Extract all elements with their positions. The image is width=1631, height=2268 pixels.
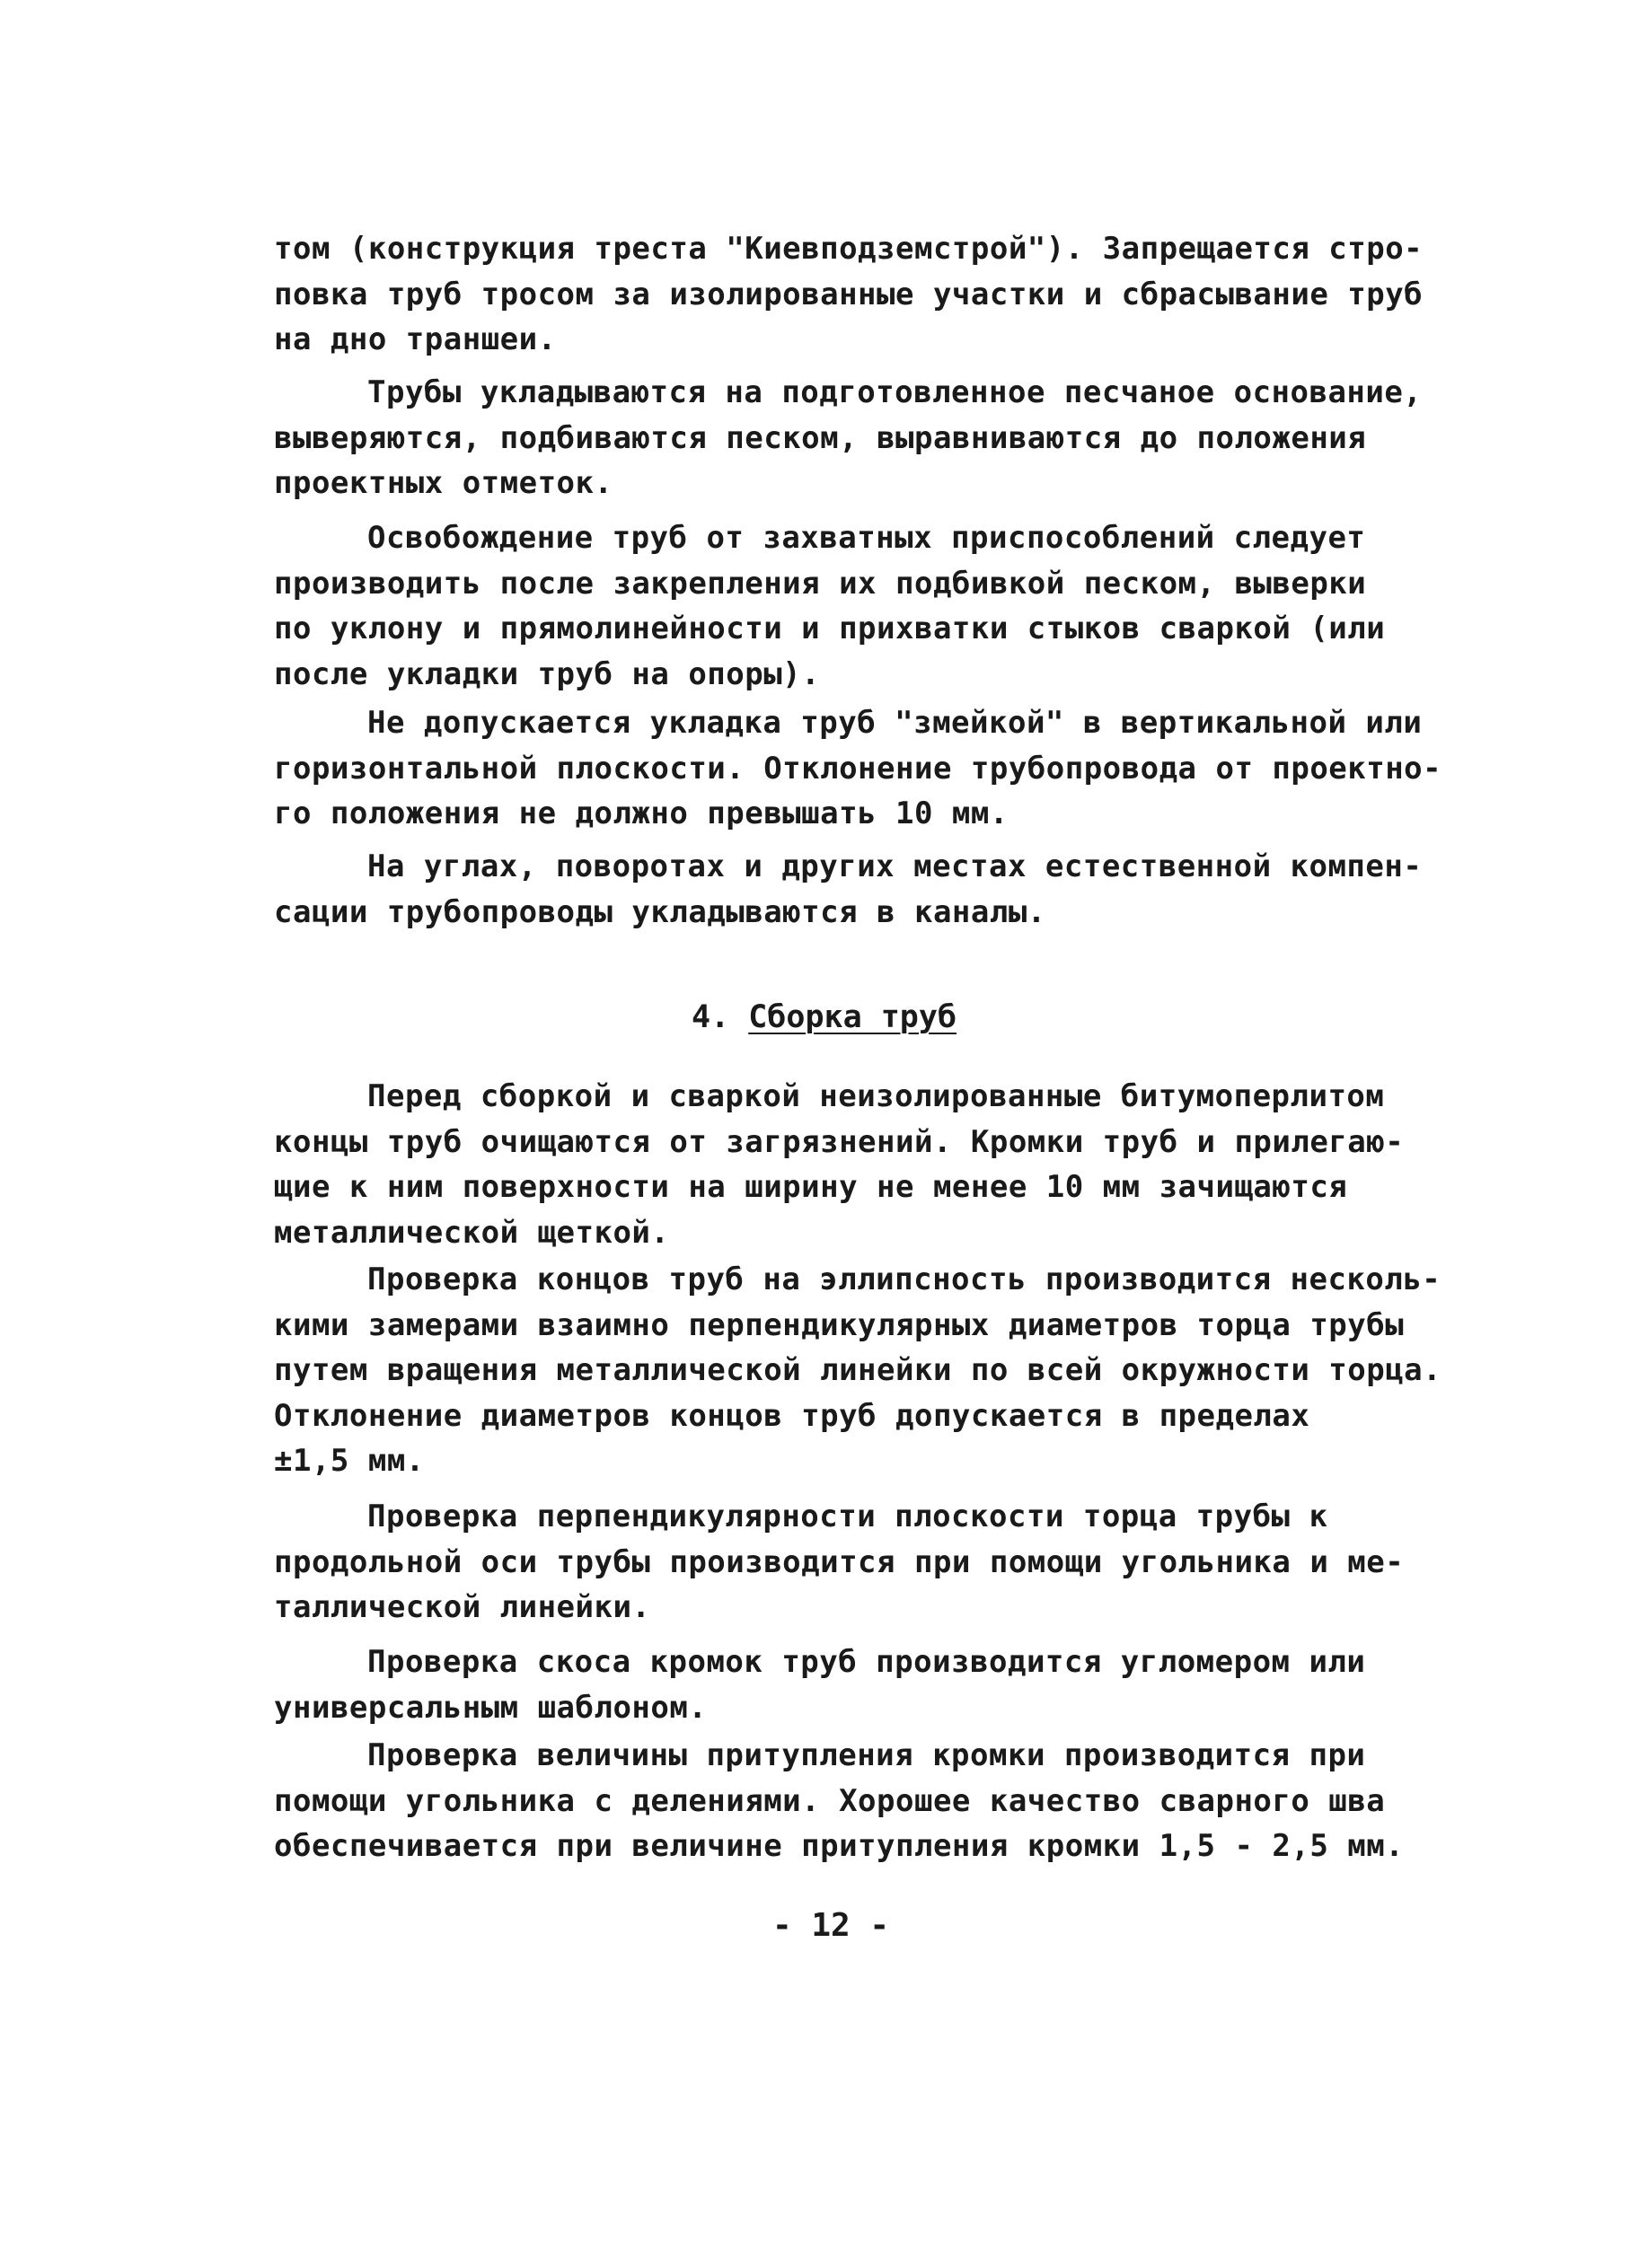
paragraph-9: [274, 1639, 1441, 1730]
paragraph-line: производить после закрепления их подбивкой песком, выверки: [274, 565, 1367, 602]
paragraph-line: помощи угольника с делениями. Хорошее качество сварного шва: [274, 1782, 1386, 1819]
paragraph-line: концы труб очищаются от загрязнений. Кромки труб и прилегаю-: [274, 1123, 1405, 1160]
paragraph-line: На углах, поворотах и других местах естественной компен-: [367, 848, 1423, 884]
paragraph-line: по уклону и прямолинейности и прихватки стыков сваркой (или: [274, 611, 1386, 646]
paragraph-line: том (конструкция треста "Киевподземстрой"). Запрещается стро-: [274, 231, 1424, 267]
paragraph-line: Проверка скоса кромок труб производится угломером или: [367, 1644, 1366, 1680]
paragraph-line: Освобождение труб от захватных приспособлений следует: [367, 520, 1366, 556]
paragraph-5: [274, 844, 1441, 935]
paragraph-4: [274, 700, 1441, 837]
paragraph-line: универсальным шаблоном.: [274, 1689, 708, 1726]
paragraph-line: металлической щеткой.: [274, 1214, 670, 1251]
paragraph-line: после укладки труб на опоры).: [274, 655, 821, 692]
paragraph-line: кими замерами взаимно перпендикулярных диаметров торца трубы: [274, 1306, 1405, 1343]
paragraph-line: Не допускается укладка труб "змейкой" в вертикальной или: [367, 705, 1423, 741]
paragraph-line: таллической линейки.: [274, 1589, 651, 1625]
paragraph-line: щие к ним поверхности на ширину не менее 10 мм зачищаются: [274, 1169, 1348, 1205]
paragraph-line: сации трубопроводы укладываются в каналы.: [274, 893, 1046, 930]
paragraph-line: го положения не должно превышать 10 мм.: [274, 796, 1009, 831]
paragraph-line: Трубы укладываются на подготовленное песчаное основание,: [367, 374, 1423, 410]
paragraph-6: [274, 1074, 1441, 1255]
paragraph-line: продольной оси трубы производится при помощи угольника и ме-: [274, 1543, 1405, 1580]
paragraph-line: проектных отметок.: [274, 465, 613, 501]
paragraph-line: Перед сборкой и сваркой неизолированные битумоперлитом: [367, 1078, 1385, 1114]
paragraph-line: горизонтальной плоскости. Отклонение трубопровода от проектно-: [274, 750, 1442, 787]
paragraph-line: на дно траншеи.: [274, 321, 557, 357]
paragraph-line: ±1,5 мм.: [274, 1443, 425, 1479]
paragraph-line: Проверка концов труб на эллипсность производится несколь-: [367, 1261, 1441, 1297]
paragraph-7: [274, 1257, 1441, 1484]
paragraph-10: [274, 1733, 1441, 1869]
paragraph-line: Проверка величины притупления кромки производится при: [367, 1737, 1366, 1773]
paragraph-line: обеспечивается при величине притупления кромки 1,5 - 2,5 мм.: [274, 1828, 1405, 1864]
section-title: Сборка труб: [748, 999, 957, 1035]
paragraph-line: выверяются, подбиваются песком, выравниваются до положения: [274, 419, 1367, 456]
paragraph-8: [274, 1494, 1441, 1631]
paragraph-2: [274, 370, 1441, 506]
paragraph-3: [274, 515, 1441, 697]
section-heading: [692, 995, 957, 1040]
paragraph-line: Отклонение диаметров концов труб допускается в пределах: [274, 1397, 1310, 1434]
page-number: - 12 -: [772, 1907, 890, 1944]
paragraph-line: путем вращения металлической линейки по всей окружности торца.: [274, 1352, 1442, 1388]
section-number: 4.: [692, 999, 730, 1035]
paragraph-1: [274, 226, 1441, 363]
paragraph-line: Проверка перпендикулярности плоскости торца трубы к: [367, 1499, 1328, 1534]
paragraph-line: повка труб тросом за изолированные участки и сбрасывание труб: [274, 276, 1424, 312]
